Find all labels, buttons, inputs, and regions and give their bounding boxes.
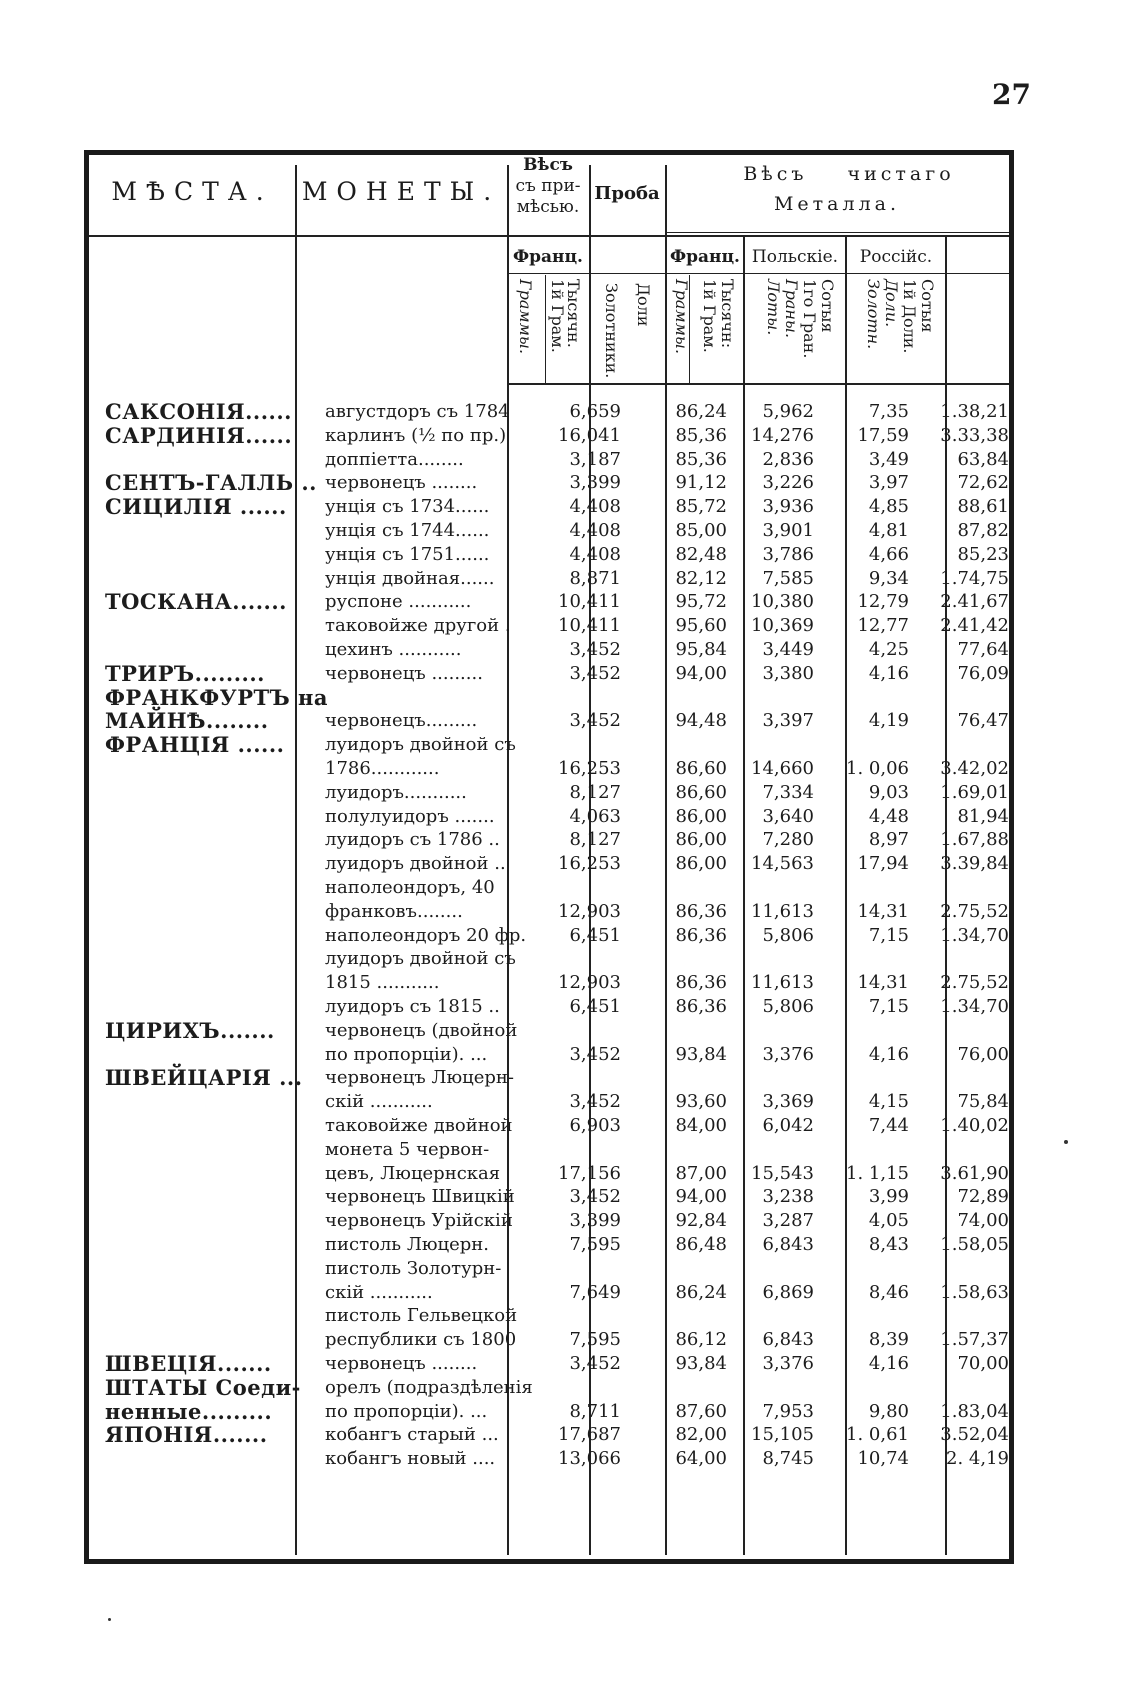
proba-doli-cell: 86,60 [675,781,727,803]
pure-weight-russian-cell: 76,47 [957,710,1009,732]
weight-alloy-francs-cell: 7,595 [569,1329,621,1351]
vlabel-pure-thousandths: Тысячн: [718,279,737,349]
coin-name: луидоръ съ 1815 .. [325,996,500,1017]
pure-weight-russian-cell: 1.57,37 [940,1329,1009,1351]
pure-weight-russian-cell: 1.34,70 [940,996,1009,1017]
pure-weight-polish-cell: 8,39 [868,1329,909,1351]
weight-alloy-francs-cell: 16,253 [558,853,621,875]
pure-weight-polish-cell: 14,31 [857,900,909,922]
pure-weight-polish-cell: 4,66 [868,543,909,565]
page-number: 27 [992,78,1031,111]
pure-weight-polish-cell: 4,05 [868,1210,909,1232]
coin-name: скій ........... [325,1281,433,1303]
proba-doli-cell: 64,00 [675,1448,727,1470]
pure-weight-polish-cell: 4,25 [868,639,909,660]
print-speck [108,1618,111,1621]
pure-weight-francs-cell: 7,585 [762,567,814,589]
weight-alloy-francs-cell: 6,659 [569,401,621,422]
pure-weight-russian-cell: 3.39,84 [940,853,1009,875]
pure-weight-polish-cell: 4,15 [868,1091,909,1113]
pure-weight-russian-cell: 3.61,90 [940,1162,1009,1184]
weight-alloy-francs-cell: 3,452 [569,1091,621,1113]
coin-name: таковойже двойной [325,1115,513,1136]
vlabel-pure-gram: 1й Грам. [700,279,719,353]
pure-weight-polish-cell: 8,97 [868,829,909,851]
pure-weight-polish-cell: 4,16 [868,662,909,684]
coin-name: пистоль Золотурн- [325,1257,502,1279]
pure-weight-russian-cell: 1.67,88 [940,829,1009,851]
weight-alloy-francs-cell: 6,451 [569,996,621,1017]
proba-doli-cell: 94,00 [675,662,727,684]
pure-weight-polish-cell: 7,15 [868,996,909,1017]
weight-alloy-francs-cell: 3,452 [569,1353,621,1374]
pure-weight-francs-cell: 6,843 [762,1329,814,1351]
coin-name: цехинъ ........... [325,639,462,660]
weight-alloy-francs-cell: 3,399 [569,472,621,494]
coin-name: унція съ 1751...... [325,543,490,565]
weight-alloy-francs-cell: 7,649 [569,1281,621,1303]
pure-weight-polish-cell: 4,16 [868,1043,909,1065]
subheader-russian: Россійс. [859,247,933,267]
header-weight-line: съ при- [515,176,581,196]
coin-name: цевъ, Люцернская [325,1162,501,1184]
weight-alloy-francs-cell: 16,253 [558,758,621,779]
proba-doli-cell: 86,12 [675,1329,727,1351]
place-name: СЕНТЪ-ГАЛЛЬ .. [105,470,317,496]
coin-name: луидоръ двойной .. [325,853,506,875]
pure-weight-francs-cell: 6,869 [762,1281,814,1303]
pure-weight-francs-cell: 14,660 [751,758,814,779]
pure-weight-francs-cell: 5,806 [762,924,814,946]
coin-name: наполеондоръ, 40 [325,877,495,898]
weight-alloy-francs-cell: 3,452 [569,662,621,684]
pure-weight-russian-cell: 1.83,04 [940,1400,1009,1422]
pure-weight-polish-cell: 9,80 [868,1400,909,1422]
coin-name: луидоръ двойной съ [325,948,516,970]
pure-weight-polish-cell: 14,31 [857,972,909,994]
coin-name: червонецъ Швицкій [325,1186,515,1208]
weight-alloy-francs-cell: 7,595 [569,1234,621,1255]
pure-weight-russian-cell: 70,00 [957,1353,1009,1374]
header-pure-metal-2: Металла. [773,193,901,215]
pure-weight-russian-cell: 76,00 [957,1043,1009,1065]
coin-name: августдоръ съ 1784 [325,401,510,422]
coin-table [84,150,1014,1564]
pure-weight-francs-cell: 11,613 [751,972,814,994]
coin-name: республики съ 1800 [325,1329,517,1351]
pure-weight-polish-cell: 3,49 [868,448,909,470]
weight-alloy-francs-cell: 6,903 [569,1115,621,1136]
weight-alloy-francs-cell: 8,711 [569,1400,621,1422]
coin-name: червонецъ (двойной [325,1019,518,1041]
proba-doli-cell: 91,12 [675,472,727,494]
coin-name: червонецъ ........ [325,472,478,494]
proba-doli-cell: 86,36 [675,924,727,946]
proba-doli-cell: 87,60 [675,1400,727,1422]
proba-doli-cell: 94,48 [675,710,727,732]
pure-weight-polish-cell: 1. 0,61 [846,1424,909,1446]
pure-weight-russian-cell: 2.75,52 [940,900,1009,922]
proba-doli-cell: 93,84 [675,1043,727,1065]
pure-weight-polish-cell: 10,74 [857,1448,909,1470]
pure-weight-polish-cell: 3,97 [868,472,909,494]
pure-weight-russian-cell: 2.41,67 [940,591,1009,613]
coin-name: червонецъ ........ [325,1353,478,1374]
pure-weight-francs-cell: 3,449 [762,639,814,660]
coin-name: червонецъ ......... [325,662,483,684]
coin-name: кобангъ новый .... [325,1448,496,1470]
coin-name: наполеондоръ 20 фр. [325,924,527,946]
pure-weight-polish-cell: 7,15 [868,924,909,946]
coin-name: франковъ........ [325,900,463,922]
print-speck [1064,1140,1068,1144]
place-name: ФРАНКФУРТЪ на [105,684,329,710]
proba-doli-cell: 84,00 [675,1115,727,1136]
pure-weight-francs-cell: 15,105 [751,1424,814,1446]
coin-name: доппіетта........ [325,448,464,470]
pure-weight-polish-cell: 8,46 [868,1281,909,1303]
pure-weight-francs-cell: 7,953 [762,1400,814,1422]
pure-weight-polish-cell: 8,43 [868,1234,909,1255]
proba-doli-cell: 95,72 [675,591,727,613]
vlabel-ru-zolotn: Золотн. [864,279,883,350]
vlabel-grams: Граммы. [516,279,535,355]
pure-weight-francs-cell: 3,901 [762,520,814,541]
pure-weight-russian-cell: 63,84 [957,448,1009,470]
place-name: САРДИНІЯ...... [105,422,293,448]
place-name: ФРАНЦІЯ ...... [105,732,285,758]
header-pure-metal-1: Вѣсъ чистаго [743,163,955,185]
pure-weight-russian-cell: 2.41,42 [940,615,1009,637]
proba-doli-cell: 82,48 [675,543,727,565]
pure-weight-polish-cell: 9,03 [868,781,909,803]
proba-doli-cell: 86,60 [675,758,727,779]
weight-alloy-francs-cell: 3,399 [569,1210,621,1232]
pure-weight-francs-cell: 3,640 [762,805,814,827]
pure-weight-russian-cell: 75,84 [957,1091,1009,1113]
weight-alloy-francs-cell: 12,903 [558,972,621,994]
pure-weight-francs-cell: 2,836 [762,448,814,470]
pure-weight-polish-cell: 17,59 [857,424,909,446]
pure-weight-russian-cell: 3.42,02 [940,758,1009,779]
place-name: ШТАТЫ Соеди- [105,1374,301,1400]
place-name: ТРИРЪ......... [105,660,265,686]
coin-name: луидоръ........... [325,781,467,803]
pure-weight-francs-cell: 3,369 [762,1091,814,1113]
place-name: ШВЕЦІЯ....... [105,1351,272,1376]
pure-weight-russian-cell: 2. 4,19 [946,1448,1009,1470]
coin-name: унція съ 1734...... [325,496,490,518]
place-name: ненные......... [105,1398,273,1424]
pure-weight-russian-cell: 2.75,52 [940,972,1009,994]
proba-doli-cell: 82,12 [675,567,727,589]
proba-doli-cell: 86,24 [675,1281,727,1303]
proba-doli-cell: 85,00 [675,520,727,541]
header-proba: Проба [594,183,660,204]
proba-doli-cell: 85,72 [675,496,727,518]
weight-alloy-francs-cell: 3,452 [569,710,621,732]
proba-doli-cell: 95,84 [675,639,727,660]
pure-weight-russian-cell: 88,61 [957,496,1009,518]
weight-alloy-francs-cell: 8,127 [569,781,621,803]
weight-alloy-francs-cell: 4,063 [569,805,621,827]
proba-doli-cell: 92,84 [675,1210,727,1232]
pure-weight-francs-cell: 14,276 [751,424,814,446]
proba-doli-cell: 86,00 [675,805,727,827]
weight-alloy-francs-cell: 4,408 [569,520,621,541]
coin-name: пистоль Гельвецкой [325,1305,518,1327]
coin-name: монета 5 червон- [325,1138,490,1160]
pure-weight-francs-cell: 3,287 [762,1210,814,1232]
pure-weight-russian-cell: 85,23 [957,543,1009,565]
pure-weight-russian-cell: 72,89 [957,1186,1009,1208]
pure-weight-francs-cell: 3,376 [762,1353,814,1374]
header-places: МѢСТА. [111,177,273,206]
pure-weight-francs-cell: 6,843 [762,1234,814,1255]
coin-name: по пропорціи). ... [325,1400,488,1422]
pure-weight-francs-cell: 8,745 [762,1448,814,1470]
place-name: САКСОНІЯ...... [105,399,292,424]
coin-name: кобангъ старый ... [325,1424,499,1446]
pure-weight-polish-cell: 4,19 [868,710,909,732]
weight-alloy-francs-cell: 3,452 [569,1186,621,1208]
pure-weight-polish-cell: 17,94 [857,853,909,875]
weight-alloy-francs-cell: 3,452 [569,639,621,660]
pure-weight-francs-cell: 10,369 [751,615,814,637]
header-weight-line: мѣсью. [516,197,580,217]
pure-weight-russian-cell: 87,82 [957,520,1009,541]
col-divider [295,165,297,1555]
vlabel-ru-doli2: Доли. [882,279,901,328]
pure-weight-russian-cell: 77,64 [957,639,1009,660]
pure-weight-francs-cell: 3,238 [762,1186,814,1208]
proba-doli-cell: 86,36 [675,900,727,922]
proba-doli-cell: 95,60 [675,615,727,637]
place-name: ЦИРИХЪ....... [105,1017,275,1043]
weight-alloy-francs-cell: 16,041 [558,424,621,446]
vlabel-pl-grana: 1го Гран. [800,279,819,359]
subheader-franc-2: Франц. [670,247,740,267]
weight-alloy-francs-cell: 17,156 [558,1162,621,1184]
weight-alloy-francs-cell: 12,903 [558,900,621,922]
coin-name: по пропорціи). ... [325,1043,488,1065]
header-rule-bottom [507,383,1009,385]
pure-weight-francs-cell: 15,543 [751,1162,814,1184]
proba-doli-cell: 82,00 [675,1424,727,1446]
coin-name: карлинъ (½ по пр.) [325,424,507,446]
weight-alloy-francs-cell: 4,408 [569,496,621,518]
place-name: МАЙНѢ........ [105,708,269,734]
pure-weight-francs-cell: 3,397 [762,710,814,732]
pure-weight-polish-cell: 1. 1,15 [846,1162,909,1184]
pure-weight-francs-cell: 3,380 [762,662,814,684]
pure-weight-polish-cell: 4,48 [868,805,909,827]
coin-name: скій ........... [325,1091,433,1113]
vlabel-gram: 1й Грам. [548,279,567,353]
pure-weight-francs-cell: 11,613 [751,900,814,922]
pure-weight-polish-cell: 9,34 [868,567,909,589]
pure-weight-francs-cell: 6,042 [762,1115,814,1136]
subheader-rule [665,232,1009,233]
vlabel-ru-doli: 1й Доли. [900,279,919,354]
vlabel-pl-loty: Лоты. [764,279,783,336]
weight-alloy-francs-cell: 10,411 [558,615,621,637]
proba-doli-cell: 85,36 [675,424,727,446]
pure-weight-russian-cell: 1.69,01 [940,781,1009,803]
weight-alloy-francs-cell: 10,411 [558,591,621,613]
header-weight-alloy [507,155,589,218]
pure-weight-francs-cell: 7,280 [762,829,814,851]
pure-weight-francs-cell: 3,226 [762,472,814,494]
vlabel-doli: Доли [634,283,653,327]
coin-name: луидоръ съ 1786 .. [325,829,500,851]
vlabel-thousandths: Тысячн. [564,279,583,348]
proba-doli-cell: 86,36 [675,996,727,1017]
pure-weight-francs-cell: 3,376 [762,1043,814,1065]
subheader-franc-1: Франц. [513,247,583,267]
pure-weight-polish-cell: 4,81 [868,520,909,541]
vlabel-ru-sotye: Сотыя [918,279,937,333]
proba-doli-cell: 86,36 [675,972,727,994]
coin-name: унція двойная...... [325,567,495,589]
proba-doli-cell: 93,60 [675,1091,727,1113]
coin-name: руспоне ........... [325,591,472,613]
header-coins: МОНЕТЫ. [301,177,501,206]
proba-doli-cell: 87,00 [675,1162,727,1184]
pure-weight-russian-cell: 1.34,70 [940,924,1009,946]
coin-name: унція съ 1744...... [325,520,490,541]
vlabel-pl-sotye: Сотыя [818,279,837,333]
place-name: СИЦИЛІЯ ...... [105,494,287,520]
pure-weight-russian-cell: 76,09 [957,662,1009,684]
weight-alloy-francs-cell: 13,066 [558,1448,621,1470]
weight-alloy-francs-cell: 17,687 [558,1424,621,1446]
pure-weight-polish-cell: 7,44 [868,1115,909,1136]
coin-name: червонецъ Урійскій [325,1210,513,1232]
pure-weight-polish-cell: 3,99 [868,1186,909,1208]
coin-name: орелъ (подраздѣленія [325,1376,533,1398]
pure-weight-francs-cell: 5,962 [762,401,814,422]
pure-weight-russian-cell: 1.58,05 [940,1234,1009,1255]
pure-weight-russian-cell: 1.58,63 [940,1281,1009,1303]
vlabel-pure-grams: Граммы. [672,279,691,355]
pure-weight-russian-cell: 3.52,04 [940,1424,1009,1446]
coin-name: червонецъ Люцерн- [325,1067,514,1089]
subheader-polish: Польскіе. [751,247,839,267]
coin-name: червонецъ......... [325,710,478,732]
weight-alloy-francs-cell: 6,451 [569,924,621,946]
vlabel-zolotniki: Золотники. [602,283,621,379]
coin-name: 1786............ [325,758,440,779]
place-name: ТОСКАНА....... [105,589,287,615]
pure-weight-russian-cell: 74,00 [957,1210,1009,1232]
col-divider [545,275,546,383]
proba-doli-cell: 93,84 [675,1353,727,1374]
pure-weight-polish-cell: 4,16 [868,1353,909,1374]
weight-alloy-francs-cell: 3,452 [569,1043,621,1065]
coin-name: пистоль Люцерн. [325,1234,489,1255]
pure-weight-francs-cell: 3,786 [762,543,814,565]
pure-weight-francs-cell: 5,806 [762,996,814,1017]
proba-doli-cell: 86,00 [675,853,727,875]
coin-name: таковойже другой . [325,615,511,637]
coin-name: луидоръ двойной съ [325,734,516,756]
proba-doli-cell: 86,48 [675,1234,727,1255]
pure-weight-polish-cell: 4,85 [868,496,909,518]
pure-weight-russian-cell: 3.33,38 [940,424,1009,446]
subheader-rule [507,273,1009,274]
coin-name: 1815 ........... [325,972,440,994]
pure-weight-francs-cell: 10,380 [751,591,814,613]
proba-doli-cell: 94,00 [675,1186,727,1208]
coin-name: полулуидоръ ....... [325,805,495,827]
weight-alloy-francs-cell: 3,187 [569,448,621,470]
header-rule [89,235,1009,237]
pure-weight-russian-cell: 1.38,21 [940,401,1009,422]
pure-weight-russian-cell: 81,94 [957,805,1009,827]
pure-weight-polish-cell: 1. 0,06 [846,758,909,779]
pure-weight-francs-cell: 14,563 [751,853,814,875]
pure-weight-polish-cell: 12,77 [857,615,909,637]
place-name: ШВЕЙЦАРІЯ ... [105,1065,303,1091]
pure-weight-francs-cell: 7,334 [762,781,814,803]
pure-weight-russian-cell: 72,62 [957,472,1009,494]
weight-alloy-francs-cell: 4,408 [569,543,621,565]
weight-alloy-francs-cell: 8,871 [569,567,621,589]
pure-weight-russian-cell: 1.40,02 [940,1115,1009,1136]
pure-weight-polish-cell: 7,35 [868,401,909,422]
pure-weight-polish-cell: 12,79 [857,591,909,613]
pure-weight-francs-cell: 3,936 [762,496,814,518]
place-name: ЯПОНІЯ....... [105,1422,268,1448]
weight-alloy-francs-cell: 8,127 [569,829,621,851]
vlabel-pl-granyi: Граны. [782,279,801,339]
proba-doli-cell: 85,36 [675,448,727,470]
header-weight-line: Вѣсъ [523,155,573,175]
proba-doli-cell: 86,00 [675,829,727,851]
proba-doli-cell: 86,24 [675,401,727,422]
pure-weight-russian-cell: 1.74,75 [940,567,1009,589]
